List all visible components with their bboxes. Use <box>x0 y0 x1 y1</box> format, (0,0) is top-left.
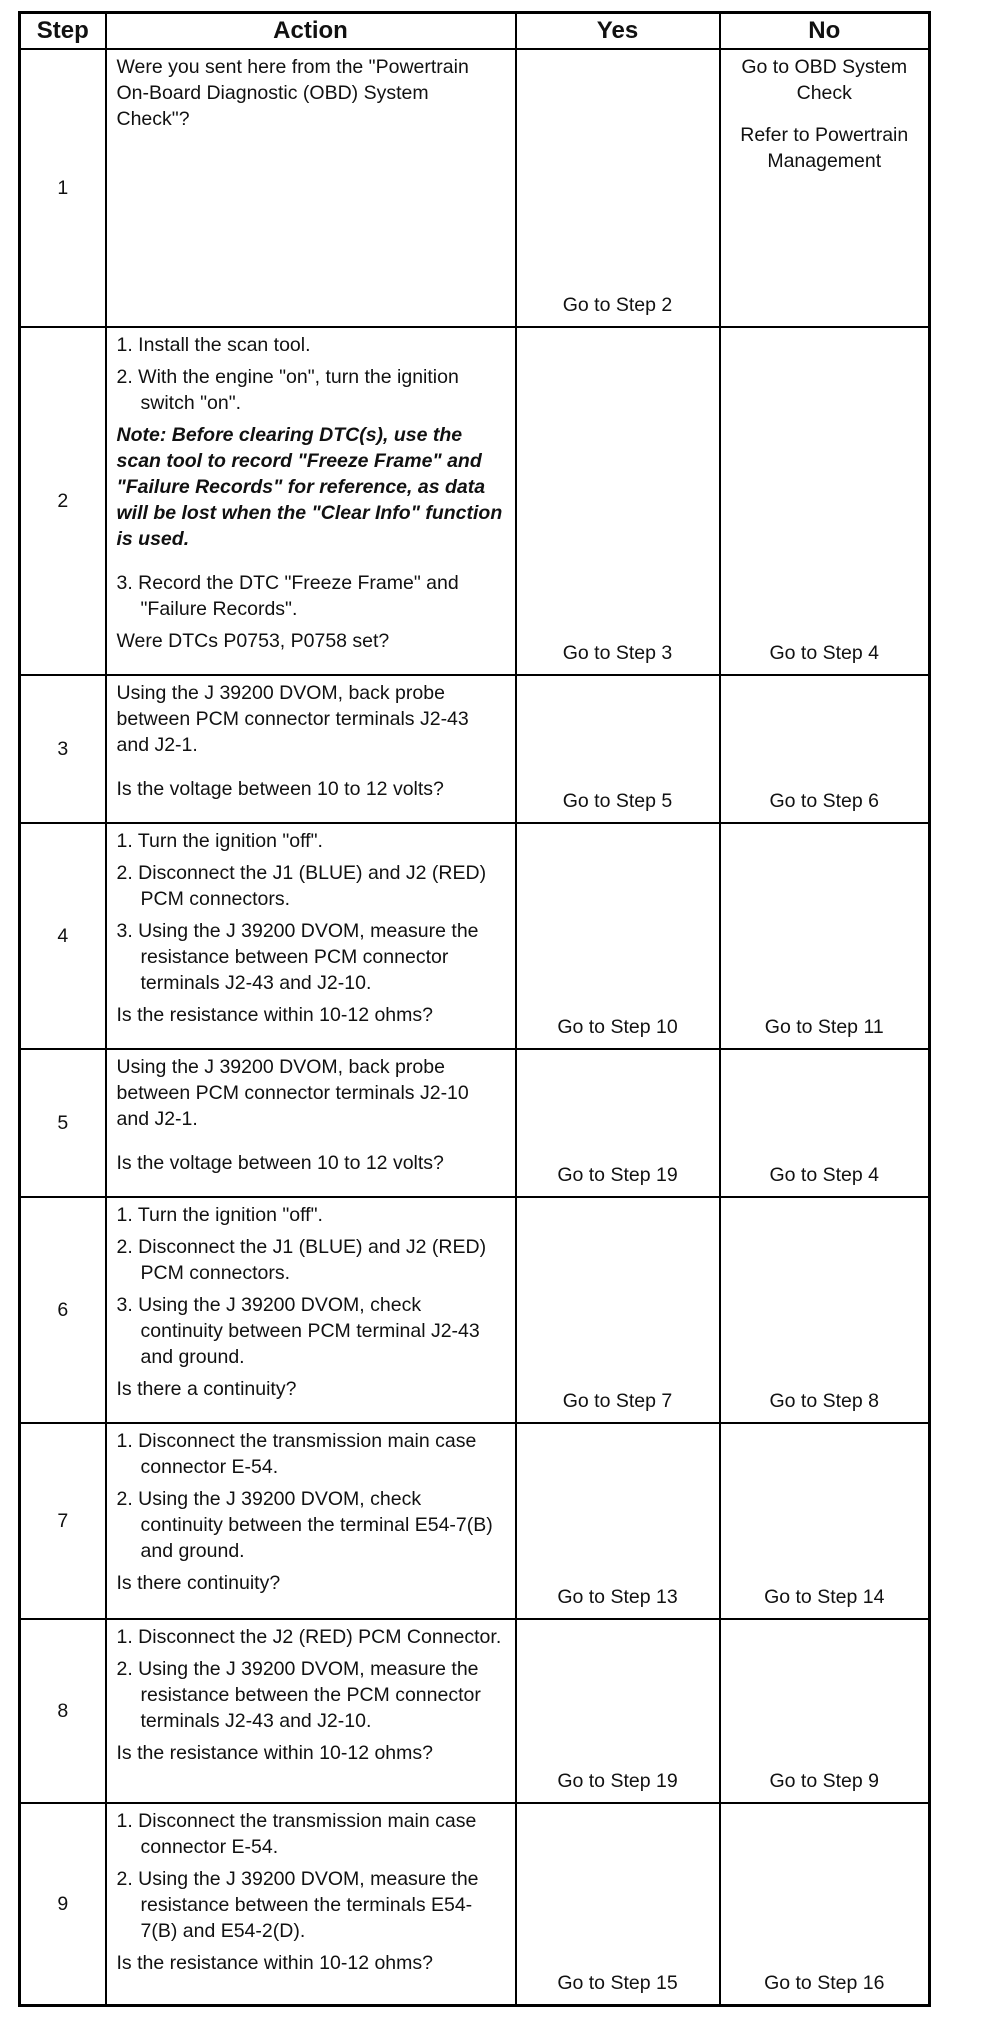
action-question: Is the resistance within 10-12 ohms? <box>116 1742 433 1764</box>
step-number: 3 <box>20 675 106 823</box>
yes-cell: Go to Step 10 <box>516 823 720 1049</box>
header-row <box>20 13 930 50</box>
step-number: 2 <box>20 327 106 675</box>
no-cell: Go to Step 16 <box>720 1803 930 2005</box>
action-item: 1. Turn the ignition "off". <box>116 1204 323 1226</box>
diagnostic-table <box>18 11 931 2007</box>
action-text: Were you sent here from the "Powertrain On-Board Diagnostic (OBD) System Check"? <box>116 56 469 130</box>
yes-cell: Go to Step 19 <box>516 1049 720 1197</box>
action-cell <box>106 823 516 1049</box>
table-row <box>20 1049 930 1197</box>
step-number: 9 <box>20 1803 106 2005</box>
header-action: Action <box>106 13 516 50</box>
yes-cell: Go to Step 2 <box>516 49 720 327</box>
action-question: Is there continuity? <box>116 1572 281 1594</box>
action-item: 1. Disconnect the transmission main case connector E-54. <box>116 1430 477 1478</box>
no-text: Go to OBD System Check <box>741 56 908 104</box>
no-text: Refer to Powertrain Management <box>740 124 909 172</box>
table-row <box>20 675 930 823</box>
step-number: 6 <box>20 1197 106 1423</box>
action-item: 1. Disconnect the transmission main case connector E-54. <box>116 1810 477 1858</box>
yes-cell: Go to Step 7 <box>516 1197 720 1423</box>
no-cell: Go to Step 8 <box>720 1197 930 1423</box>
action-question: Is the resistance within 10-12 ohms? <box>116 1004 433 1026</box>
action-cell <box>106 327 516 675</box>
no-cell: Go to Step 9 <box>720 1619 930 1803</box>
action-cell <box>106 675 516 823</box>
action-item: 1. Install the scan tool. <box>116 334 311 356</box>
action-text: Using the J 39200 DVOM, back probe between PCM connector terminals J2-10 and J2-1. <box>116 1056 469 1130</box>
action-item: 1. Turn the ignition "off". <box>116 830 323 852</box>
no-cell: Go to Step 4 <box>720 1049 930 1197</box>
header-no: No <box>720 13 930 50</box>
action-cell <box>106 1197 516 1423</box>
yes-cell: Go to Step 5 <box>516 675 720 823</box>
table-row <box>20 823 930 1049</box>
action-cell <box>106 1803 516 2005</box>
step-number: 5 <box>20 1049 106 1197</box>
step-number: 7 <box>20 1423 106 1619</box>
action-cell <box>106 1423 516 1619</box>
yes-cell: Go to Step 13 <box>516 1423 720 1619</box>
action-item: 1. Disconnect the J2 (RED) PCM Connector. <box>116 1626 502 1648</box>
step-number: 1 <box>20 49 106 327</box>
table-row <box>20 1423 930 1619</box>
action-question: Is there a continuity? <box>116 1378 297 1400</box>
action-item: 3. Using the J 39200 DVOM, measure the resistance between PCM connector terminals J2-43 and J2-10. <box>116 920 479 994</box>
action-item: 2. Disconnect the J1 (BLUE) and J2 (RED) PCM connectors. <box>116 1236 487 1284</box>
no-cell: Go to Step 4 <box>720 327 930 675</box>
action-item: 3. Record the DTC "Freeze Frame" and "Failure Records". <box>116 572 459 620</box>
yes-cell: Go to Step 3 <box>516 327 720 675</box>
action-cell <box>106 49 516 327</box>
table-row <box>20 1803 930 2005</box>
yes-cell: Go to Step 19 <box>516 1619 720 1803</box>
action-question: Is the resistance within 10-12 ohms? <box>116 1952 433 1974</box>
action-item: 2. Using the J 39200 DVOM, measure the resistance between the terminals E54-7(B) and E54-2(D). <box>116 1868 479 1942</box>
yes-cell: Go to Step 15 <box>516 1803 720 2005</box>
action-question: Were DTCs P0753, P0758 set? <box>116 630 390 652</box>
no-cell: Go to Step 11 <box>720 823 930 1049</box>
action-item: 2. With the engine "on", turn the ignition switch "on". <box>116 366 459 414</box>
action-item: 3. Using the J 39200 DVOM, check continuity between PCM terminal J2-43 and ground. <box>116 1294 480 1368</box>
header-yes: Yes <box>516 13 720 50</box>
table-row <box>20 1619 930 1803</box>
step-number: 8 <box>20 1619 106 1803</box>
table-row <box>20 327 930 675</box>
no-cell: Go to Step 6 <box>720 675 930 823</box>
action-note: Note: Before clearing DTC(s), use the scan tool to record "Freeze Frame" and "Failure Records" for reference, as data will be lost when the "Clear Info" function is used. <box>116 424 503 550</box>
action-cell <box>106 1049 516 1197</box>
table-row <box>20 1197 930 1423</box>
action-item: 2. Using the J 39200 DVOM, measure the resistance between the PCM connector terminals J2-43 and J2-10. <box>116 1658 481 1732</box>
action-cell <box>106 1619 516 1803</box>
step-number: 4 <box>20 823 106 1049</box>
action-item: 2. Using the J 39200 DVOM, check continuity between the terminal E54-7(B) and ground. <box>116 1488 493 1562</box>
header-step: Step <box>20 13 106 50</box>
action-question: Is the voltage between 10 to 12 volts? <box>116 778 444 800</box>
no-cell <box>720 49 930 327</box>
no-cell: Go to Step 14 <box>720 1423 930 1619</box>
action-question: Is the voltage between 10 to 12 volts? <box>116 1152 444 1174</box>
action-text: Using the J 39200 DVOM, back probe between PCM connector terminals J2-43 and J2-1. <box>116 682 469 756</box>
table-row <box>20 49 930 327</box>
action-item: 2. Disconnect the J1 (BLUE) and J2 (RED) PCM connectors. <box>116 862 487 910</box>
